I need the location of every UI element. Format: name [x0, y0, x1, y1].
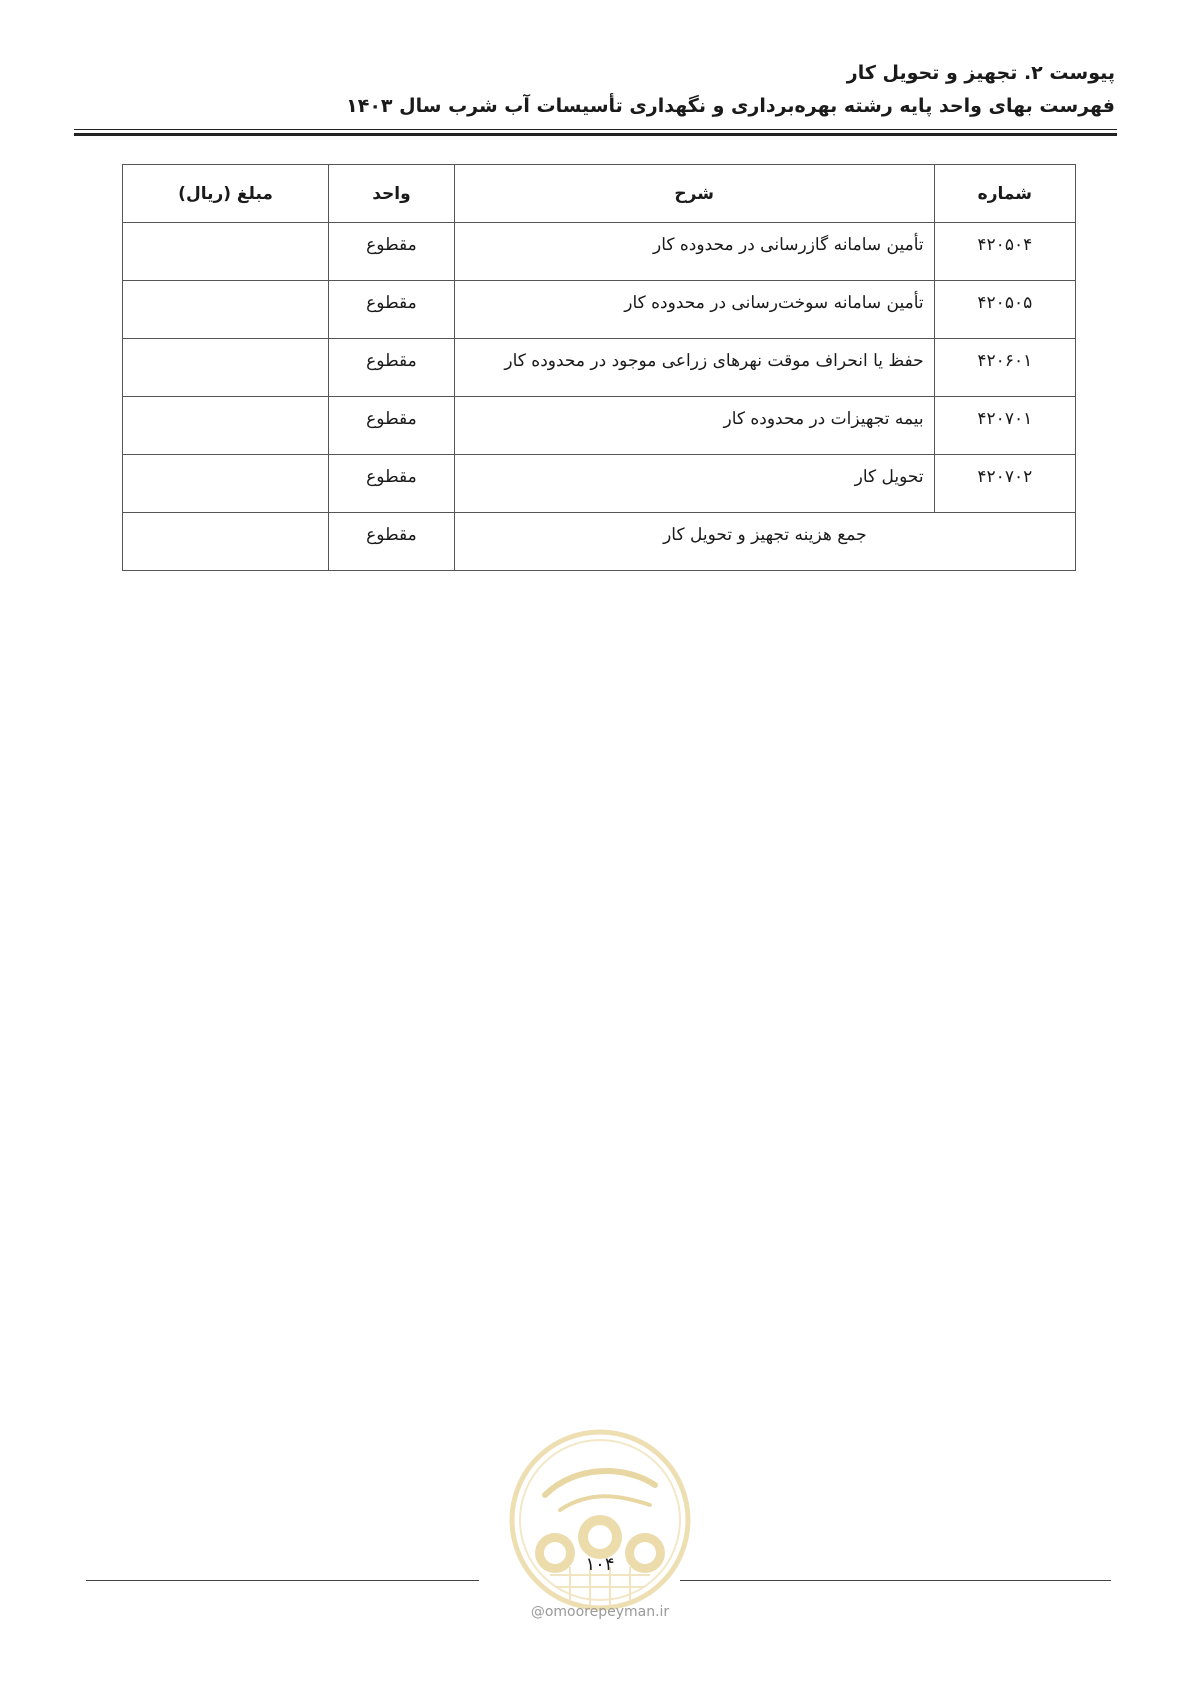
table-row [123, 455, 1076, 513]
footer-rule-left [86, 1580, 479, 1581]
cell-unit: مقطوع [329, 339, 455, 397]
header-rule-thin [74, 129, 1117, 130]
cell-number: ۴۲۰۵۰۵ [934, 281, 1075, 339]
header-rule-thick [74, 133, 1117, 136]
header-description: شرح [454, 165, 934, 223]
cell-unit: مقطوع [329, 223, 455, 281]
cell-description: تحویل کار [454, 455, 934, 513]
footer-rule-right [680, 1580, 1111, 1581]
header-number: شماره [934, 165, 1075, 223]
page-number: ۱۰۴ [585, 1554, 615, 1575]
cell-number: ۴۲۰۵۰۴ [934, 223, 1075, 281]
price-table [122, 164, 1076, 571]
table-row [123, 397, 1076, 455]
total-unit: مقطوع [329, 513, 455, 571]
table-total-row [123, 513, 1076, 571]
header-amount: مبلغ (ریال) [123, 165, 329, 223]
seal-logo-icon [505, 1425, 695, 1615]
cell-number: ۴۲۰۷۰۱ [934, 397, 1075, 455]
cell-number: ۴۲۰۶۰۱ [934, 339, 1075, 397]
appendix-title: پیوست ۲. تجهیز و تحویل کار [846, 62, 1115, 84]
header-unit: واحد [329, 165, 455, 223]
cell-unit: مقطوع [329, 455, 455, 513]
cell-amount[interactable] [123, 455, 329, 513]
total-description: جمع هزینه تجهیز و تحویل کار [454, 513, 1075, 571]
cell-description: بیمه تجهیزات در محدوده کار [454, 397, 934, 455]
cell-description: تأمین سامانه سوخت‌رسانی در محدوده کار [454, 281, 934, 339]
website-watermark: @omoorepeyman.ir [530, 1604, 670, 1620]
table-row [123, 281, 1076, 339]
cell-amount[interactable] [123, 281, 329, 339]
cell-amount[interactable] [123, 223, 329, 281]
cell-description: حفظ یا انحراف موقت نهرهای زراعی موجود در محدوده کار [454, 339, 934, 397]
cell-description: تأمین سامانه گازرسانی در محدوده کار [454, 223, 934, 281]
table-row [123, 223, 1076, 281]
table-header-row [123, 165, 1076, 223]
document-title: فهرست بهای واحد پایه رشته بهره‌برداری و نگهداری تأسیسات آب شرب سال ۱۴۰۳ [346, 95, 1115, 117]
table-row [123, 339, 1076, 397]
page-header [76, 60, 1115, 119]
total-amount[interactable] [123, 513, 329, 571]
cell-unit: مقطوع [329, 397, 455, 455]
cell-unit: مقطوع [329, 281, 455, 339]
cell-amount[interactable] [123, 339, 329, 397]
cell-number: ۴۲۰۷۰۲ [934, 455, 1075, 513]
cell-amount[interactable] [123, 397, 329, 455]
